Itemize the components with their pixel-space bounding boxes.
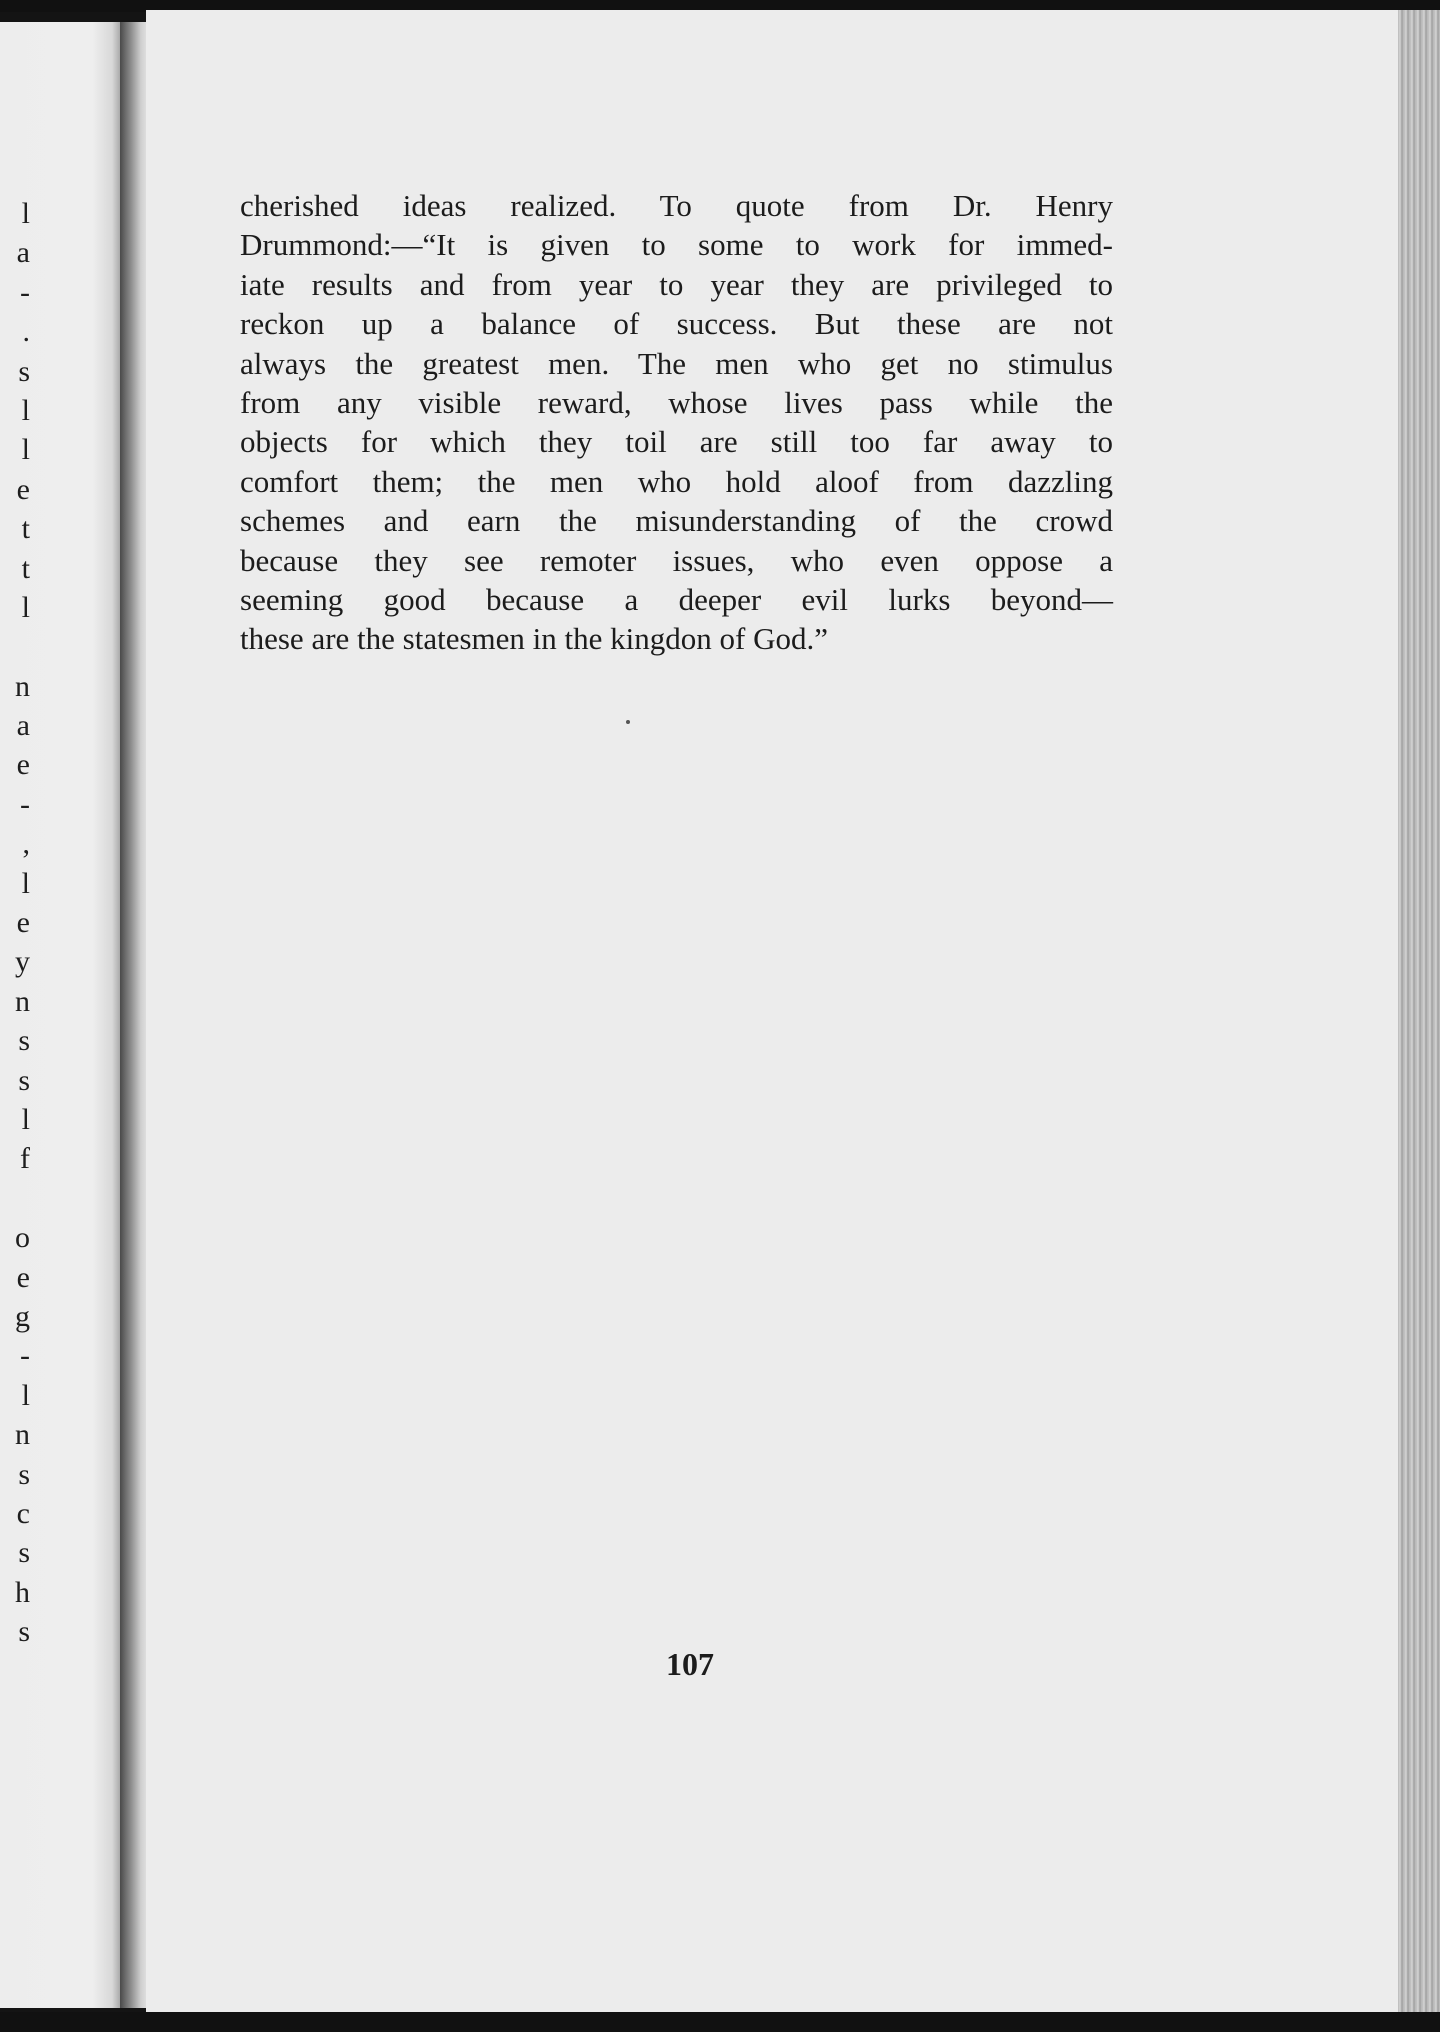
page-body-text — [240, 186, 1113, 659]
text-line: from any visible reward, whose lives pass while the — [240, 384, 1113, 420]
margin-char: g — [15, 1299, 30, 1333]
text-line: seeming good because a deeper evil lurks beyond— — [240, 581, 1113, 617]
margin-char: e — [16, 1260, 30, 1294]
margin-char: n — [15, 669, 30, 703]
text-line: schemes and earn the misunderstanding of the crowd — [240, 503, 1113, 539]
margin-char: a — [16, 709, 30, 743]
margin-char: s — [18, 1457, 30, 1491]
margin-char: s — [18, 1024, 30, 1058]
margin-char: l — [21, 590, 30, 624]
margin-char: l — [21, 197, 30, 230]
previous-page-edge — [0, 22, 132, 2008]
text-line: always the greatest men. The men who get no stimulus — [240, 345, 1113, 381]
margin-char: l — [21, 1378, 30, 1412]
text-line: because they see remoter issues, who even oppose a — [240, 542, 1113, 578]
scan-bottom-border — [0, 2012, 1440, 2032]
margin-char: l — [21, 393, 30, 427]
margin-char: - — [20, 1339, 30, 1373]
text-line: cherished ideas realized. To quote from Dr. Henry — [240, 188, 1113, 223]
margin-char: s — [18, 1063, 30, 1097]
margin-char: n — [15, 984, 30, 1018]
ink-speck — [626, 720, 630, 724]
text-line: objects for which they toil are still too far away to — [240, 424, 1113, 460]
margin-char: a — [16, 236, 30, 270]
page-number: 107 — [666, 1646, 714, 1682]
text-line: Drummond:—“It is given to some to work for immed- — [240, 227, 1113, 263]
margin-char: n — [15, 1418, 30, 1452]
text-line: these are the statesmen in the kingdon of God.” — [240, 621, 828, 657]
margin-char — [0, 1179, 30, 1218]
margin-char: y — [15, 945, 30, 979]
margin-char: t — [21, 512, 30, 546]
text-line: comfort them; the men who hold aloof from dazzling — [240, 463, 1113, 499]
page-stack-edge — [1398, 10, 1440, 2014]
previous-page-margin-text — [0, 194, 30, 1651]
margin-char: s — [18, 1536, 30, 1570]
text-line: iate results and from year to year they are privileged to — [240, 266, 1113, 302]
margin-char: c — [16, 1496, 30, 1530]
margin-char: . — [22, 315, 30, 349]
margin-char: e — [16, 748, 30, 782]
margin-char: h — [15, 1575, 30, 1609]
margin-char: e — [16, 472, 30, 506]
margin-char: l — [21, 433, 30, 467]
text-line: reckon up a balance of success. But these are not — [240, 306, 1113, 342]
margin-char: - — [20, 787, 30, 821]
margin-char: l — [21, 866, 30, 900]
margin-char: s — [18, 1615, 30, 1649]
margin-char: l — [21, 1102, 30, 1136]
margin-char: s — [18, 354, 30, 388]
margin-char: e — [16, 906, 30, 940]
margin-char — [0, 627, 30, 666]
margin-char: - — [20, 275, 30, 309]
margin-char: , — [22, 827, 30, 861]
margin-char: f — [20, 1142, 30, 1176]
margin-char: t — [21, 551, 30, 585]
margin-char: o — [15, 1221, 30, 1255]
